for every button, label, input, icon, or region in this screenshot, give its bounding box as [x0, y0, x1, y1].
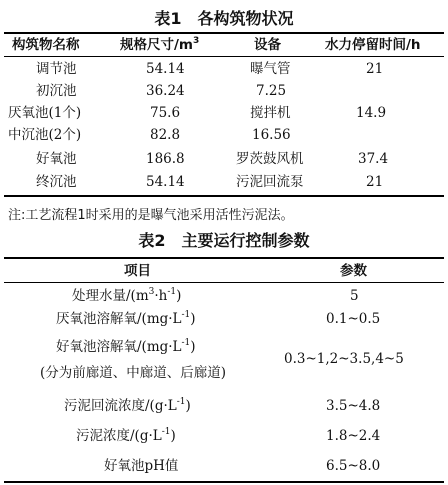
table-row-item-note: (分为前廊道、中廊道、后廊道)	[40, 365, 227, 381]
table-row-equip: 7.25	[256, 83, 287, 99]
table2-top-rule	[4, 257, 444, 259]
table-row-item: 处理水量$/(m^3\cdot h^{-1})$	[72, 287, 182, 304]
table-row-equip: 罗茨鼓风机	[236, 151, 304, 167]
table-row-name: 调节池	[36, 61, 77, 77]
table2-header-rule	[4, 282, 444, 283]
table-row-name: 初沉池	[36, 83, 77, 99]
table2-header-item: 项目	[124, 263, 151, 279]
table-row-item: 污泥浓度$/(g\cdot L^{-1})$	[76, 427, 176, 444]
table-row-equip: 搅拌机	[250, 105, 291, 121]
table1-header-rule	[4, 56, 444, 57]
table1-top-rule	[4, 32, 444, 34]
table-row-name: 中沉池(2个)	[8, 127, 82, 143]
table-row-size: 36.24	[146, 83, 185, 99]
table-row-size: 54.14	[146, 61, 185, 77]
table-row-value: 5	[350, 288, 359, 304]
table-row-size: 75.6	[150, 105, 181, 121]
table-row-size: 54.14	[146, 174, 185, 190]
table-row-size: 186.8	[146, 151, 185, 167]
table2-bottom-rule	[4, 481, 444, 483]
table-row-equip: 污泥回流泵	[236, 174, 304, 190]
table-row-hrt: 21	[366, 174, 384, 190]
table-row-hrt: 14.9	[356, 105, 387, 121]
table1-note: 注:工艺流程1时采用的是曝气池采用活性污泥法。	[8, 208, 294, 223]
table-row-item: 厌氧池溶解氧$/(mg\cdot L^{-1})$	[56, 310, 196, 327]
table-row-name: 终沉池	[36, 174, 77, 190]
table-row-value: 0.1~0.5	[326, 311, 381, 327]
table-row-equip: 曝气管	[250, 61, 291, 77]
table-row-item: 好氧池pH值	[104, 458, 179, 474]
table1-header-size: 规格尺寸$/m^3$	[120, 36, 200, 53]
table-row-value: 0.3~1,2~3.5,4~5	[284, 351, 404, 367]
table-row-value: 6.5~8.0	[326, 458, 381, 474]
table1-header-name: 构筑物名称	[12, 37, 80, 53]
table-row-hrt: 21	[366, 61, 384, 77]
table-row-name: 好氧池	[36, 151, 77, 167]
table2-header-value: 参数	[340, 263, 367, 279]
table-row-equip: 16.56	[252, 127, 291, 143]
table-row-item: 污泥回流浓度$/(g\cdot L^{-1})$	[64, 397, 191, 414]
table-row-name: 厌氧池(1个)	[8, 105, 82, 121]
table-row-value: 3.5~4.8	[326, 398, 381, 414]
table1-bottom-rule	[4, 195, 444, 197]
table2-title: 表2 主要运行控制参数	[138, 231, 310, 250]
table-row-size: 82.8	[150, 127, 181, 143]
table1-title: 表1 各构筑物状况	[154, 9, 294, 28]
table-row-item: 好氧池溶解氧$/(mg\cdot L^{-1})$	[56, 338, 196, 355]
table1-header-equip: 设备	[254, 37, 281, 53]
table-row-hrt: 37.4	[358, 151, 389, 167]
table1-header-hrt: 水力停留时间/h	[325, 37, 421, 53]
table-row-value: 1.8~2.4	[326, 428, 381, 444]
